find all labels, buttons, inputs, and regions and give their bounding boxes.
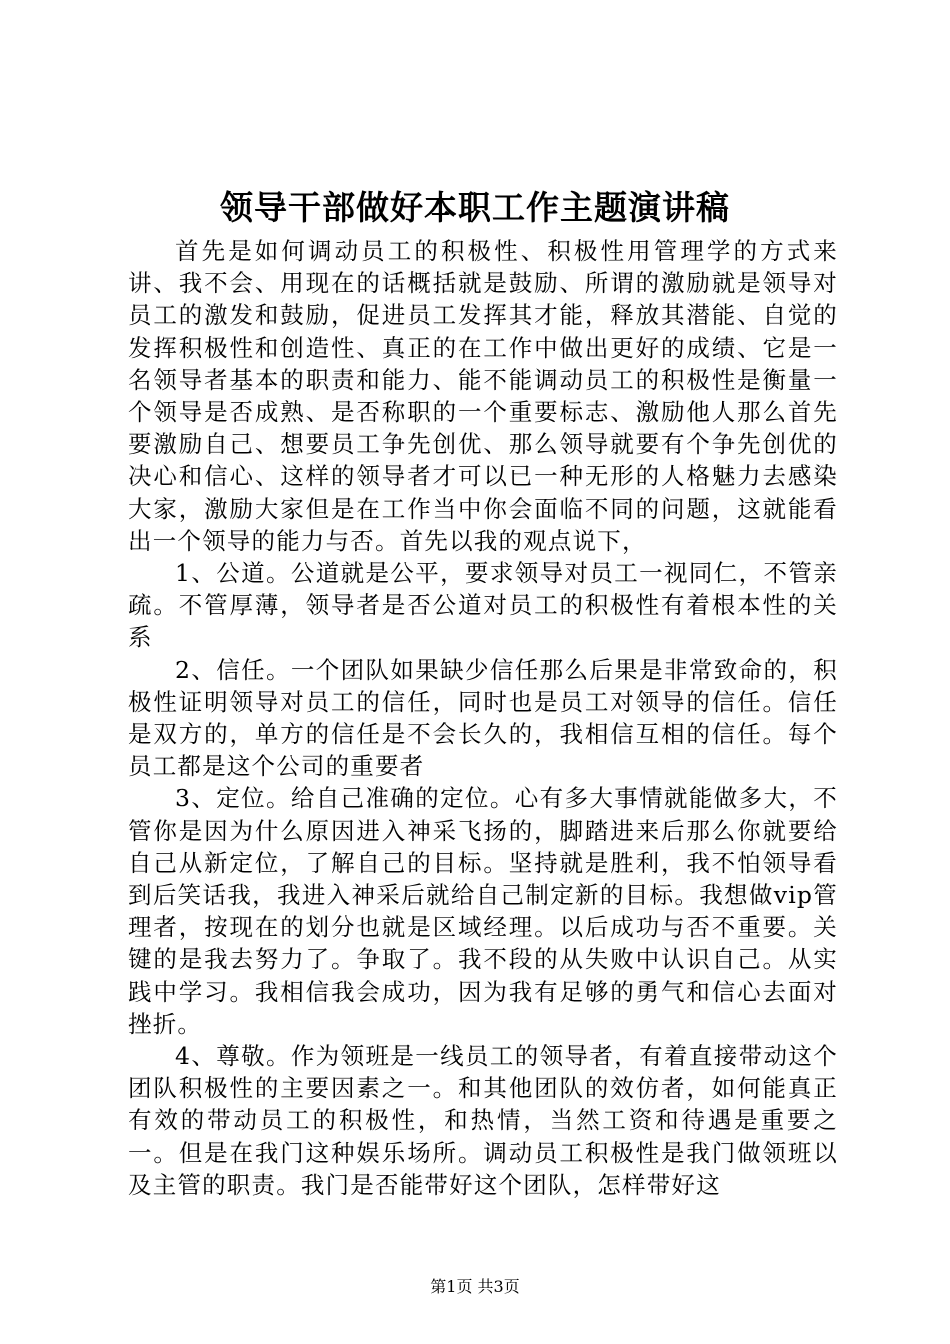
paragraph-point-2: 2、信任。一个团队如果缺少信任那么后果是非常致命的，积极性证明领导对员工的信任，同时也是员工对领导的信任。信任是双方的，单方的信任是不会长久的，我相信互相的信任。每个员工都是这个公司的重要者 bbox=[128, 655, 838, 781]
paragraph-point-1: 1、公道。公道就是公平，要求领导对员工一视同仁，不管亲疏。不管厚薄，领导者是否公道对员工的积极性有着根本性的关系 bbox=[128, 559, 838, 652]
document-body bbox=[128, 235, 838, 1201]
document-title: 领导干部做好本职工作主题演讲稿 bbox=[220, 188, 730, 227]
paragraph-point-4: 4、尊敬。作为领班是一线员工的领导者，有着直接带动这个团队积极性的主要因素之一。和其他团队的效仿者，如何能真正有效的带动员工的积极性，和热情，当然工资和待遇是重要之一。但是在我门这种娱乐场所。调动员工积极性是我门做领班以及主管的职责。我门是否能带好这个团队，怎样带好这 bbox=[128, 1042, 838, 1199]
paragraph-intro: 首先是如何调动员工的积极性、积极性用管理学的方式来讲、我不会、用现在的话概括就是鼓励、所谓的激励就是领导对员工的激发和鼓励，促进员工发挥其才能，释放其潜能、自觉的发挥积极性和创造性、真正的在工作中做出更好的成绩、它是一名领导者基本的职责和能力、能不能调动员工的积极性是衡量一个领导是否成熟、是否称职的一个重要标志、激励他人那么首先要激励自己、想要员工争先创优、那么领导就要有个争先创优的决心和信心、这样的领导者才可以已一种无形的人格魅力去感染大家，激励大家但是在工作当中你会面临不同的问题，这就能看出一个领导的能力与否。首先以我的观点说下， bbox=[128, 237, 838, 555]
page-number-footer: 第1页 共3页 bbox=[430, 1277, 520, 1296]
paragraph-point-3: 3、定位。给自己准确的定位。心有多大事情就能做多大，不管你是因为什么原因进入神采飞扬的，脚踏进来后那么你就要给自己从新定位，了解自己的目标。坚持就是胜利，我不怕领导看到后笑话我，我进入神采后就给自己制定新的目标。我想做vip管理者，按现在的划分也就是区域经理。以后成功与否不重要。关键的是我去努力了。争取了。我不段的从失败中认识自己。从实践中学习。我相信我会成功，因为我有足够的勇气和信心去面对挫折。 bbox=[128, 784, 838, 1038]
